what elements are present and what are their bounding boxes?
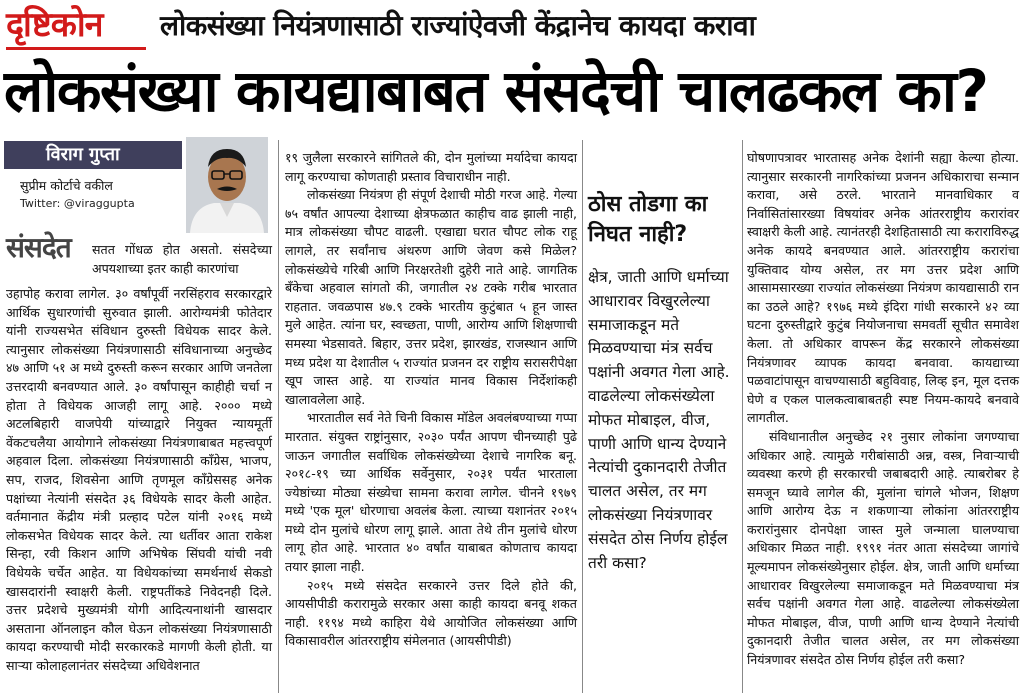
dropcap-block <box>6 231 272 285</box>
author-box <box>4 137 268 233</box>
author-twitter-handle: Twitter: @viraggupta <box>20 197 135 210</box>
pull-quote <box>588 190 738 575</box>
paragraph: संविधानातील अनुच्छेद २१ नुसार लोकांना जगण्याचा अधिकार आहे. त्यामुळे गरीबांसाठी अन्न, वस्त्र, निवाऱ्याची व्यवस्था करणे ही सरकारची जबाबदारी आहे. त्याबरोबर हे समजून घ्यावे लागेल की, मुलांना चांगले भोजन, शिक्षण आणि आरोग्य देऊ न शकणाऱ्या लोकांना आंतरराष्ट्रीय करारांनुसार दोनपेक्षा जास्त मुले जन्माला घालण्याचा अधिकार मिळत नाही. १९९१ नंतर आता संसदेच्या जागांचे मूल्यमापन लोकसंख्येनुसार होईल. क्षेत्र, जाती आणि धर्माच्या आधारावर विखुरलेल्या समाजाकडून मते मिळवण्याचा मंत्र सर्वच पक्षांनी अवगत गेला आहे. वाढलेल्या लोकसंख्येला मोफत मोबाइल, वीज, पाणी आणि धान्य देण्याने नेत्यांची दुकानदारी तेजीत चालत असेल, तर मग लोकसंख्या नियंत्रणावर संसदेत ठोस निर्णय होईल तरी कसा? <box>747 428 1019 668</box>
column-1 <box>6 231 272 675</box>
author-photo <box>186 137 268 233</box>
dropcap-word: संसदेत <box>6 231 71 264</box>
dropcap-lead-text: सतत गोंधळ होत असतो. संसदेच्या अपयशाच्या इतर काही कारणांचा <box>92 242 272 276</box>
paragraph: घोषणापत्रावर भारतासह अनेक देशांनी सह्या केल्या होत्या. त्यानुसार सरकारनी नागरिकांच्या प्रजनन अधिकाराचा सन्मान करावा, असे ठरले. भारताने मानवाधिकार व निर्वासितांसारख्या विषयांवर अनेक आंतरराष्ट्रीय करारांवर स्वाक्षरी केली आहे. त्यानंतरही देशहितासाठी त्या कराराविरुद्ध अनेक कायदे बनवण्यात आले. आंतरराष्ट्रीय करारांचा युक्तिवाद योग्य असेल, तर मग उत्तर प्रदेश आणि आसामसारख्या राज्यांत लोकसंख्या नियंत्रण कायद्यासाठी रान का उठले आहे? १९७६ मध्ये इंदिरा गांधी सरकारने ४२ व्या घटना दुरुस्तीद्वारे कुटुंब नियोजनाचा समवर्ती सूचीत समावेश केला. तो अधिकार वापरून केंद्र सरकारने लोकसंख्या नियंत्रणावर व्यापक कायदा बनवावा. कायद्याच्या पळवाटांपासून वाचण्यासाठी बहुविवाह, लिव्ह इन, मूल दत्तक घेणे व एकल पालकत्वाबाबतही स्पष्ट नियम-कायदे बनवावे लागतील. <box>747 150 1019 426</box>
pull-quote-title: ठोस तोडगा का निघत नाही? <box>588 192 708 247</box>
section-tag-label: दृष्टिकोन <box>6 5 103 45</box>
main-headline: लोकसंख्या कायद्याबाबत संसदेची चालढकल का? <box>4 57 988 125</box>
column-4 <box>747 149 1019 670</box>
paragraph: लोकसंख्या नियंत्रण ही संपूर्ण देशाची मोठी गरज आहे. गेल्या ७५ वर्षांत आपल्या देशाच्या क्षेत्रफळात काहीच वाढ झाली नाही, मात्र लोकसंख्या चौपट वाढली. एखाद्या घरात चौपट लोक राहू लागले, तर सर्वांनाच अंथरुण आणि जेवण कसे मिळेल? लोकसंख्येचे गरिबी आणि निरक्षरतेशी दुहेरी नाते आहे. जागतिक बँकेचा अहवाल सांगतो की, जगातील २४ टक्के गरीब भारतात राहतात. जवळपास ४७.९ टक्के भारतीय कुटुंबात ५ हून जास्त मुले आहेत. त्यांना घर, स्वच्छता, पाणी, आरोग्य आणि शिक्षणाची समस्या भेडसावते. बिहार, उत्तर प्रदेश, झारखंड, राजस्थान आणि मध्य प्रदेश या देशातील ५ राज्यांत प्रजनन दर राष्ट्रीय सरासरीपेक्षा खूप जास्त आहे. या राज्यांत मानव विकास निर्देशांकही खालावलेला आहे. <box>285 187 577 407</box>
section-tag-underline <box>6 47 146 50</box>
column-2 <box>285 149 577 651</box>
paragraph: २०१५ मध्ये संसदेत सरकारने उत्तर दिले होते की, आयसीपीडी करारामुळे सरकार असा काही कायदा बनवू शकत नाही. ११९४ मध्ये काहिरा येथे आयोजित लोकसंख्या आणि विकासावरील आंतरराष्ट्रीय संमेलनात (आयसीपीडी) <box>285 577 577 649</box>
paragraph: उहापोह करावा लागेल. ३० वर्षांपूर्वी नरसिंहराव सरकारद्वारे आर्थिक सुधारणांची सुरुवात झाली. आरोग्यमंत्री फोतेदार यांनी राज्यसभेत संविधान दुरुस्ती विधेयक सादर केले. त्यानुसार लोकसंख्या नियंत्रणासाठी संविधानाच्या अनुच्छेद ४७ आणि ५१ अ मध्ये दुरुस्ती करून सरकार आणि जनतेला उत्तरदायी बनवण्यात आले. ३० वर्षांपासून काहीही चर्चा न होता ते विधेयक आजही लागू आहे. २००० मध्ये अटलबिहारी वाजपेयी यांच्याद्वारे नियुक्त न्यायमूर्ती वेंकटचलैया आयोगाने लोकसंख्या नियंत्रणाबाबत महत्त्वपूर्ण अहवाल दिला. लोकसंख्या नियंत्रणासाठी काँग्रेस, भाजप, सप, राजद, शिवसेना आणि तृणमूल काँग्रेससह अनेक पक्षांच्या नेत्यांनी संसदेत ३६ विधेयके सादर केली आहेत. वर्तमानात केंद्रीय मंत्री प्रल्हाद पटेल यांनी २०१६ मध्ये लोकसभेत विधेयक सादर केले. त्या धर्तीवर आता राकेश सिन्हा, रवी किशन आणि अभिषेक सिंघवी यांची नवी विधेयके चर्चेत आहेत. या विधेयकांच्या समर्थनार्थ सेकडो खासदारांनी स्वाक्षरी केली. राष्ट्रपतींकडे निवेदनही दिले. उत्तर प्रदेशचे मुख्यमंत्री योगी आदित्यनाथांनी खासदार असताना ऑनलाइन कौल घेऊन लोकसंख्या नियंत्रणासाठी कायदा करण्याची मोदी सरकारकडे मागणी केली होती. या साऱ्या कोलाहलानंतर संसदेच्या अधिवेशनात <box>6 286 272 673</box>
column-divider <box>742 140 743 693</box>
column-divider <box>278 140 279 693</box>
column-divider <box>582 140 583 693</box>
article-header <box>0 0 1024 52</box>
author-portrait-icon <box>186 137 268 233</box>
pull-quote-body: क्षेत्र, जाती आणि धर्माच्या आधारावर विखुरलेल्या समाजाकडून मते मिळवण्याचा मंत्र सर्वच पक्षांनी अवगत गेला आहे. वाढलेल्या लोकसंख्येला मोफत मोबाइल, वीज, पाणी आणि धान्य देण्याने नेत्यांची दुकानदारी तेजीत चालत असेल, तर मग लोकसंख्या नियंत्रणावर संसदेत ठोस निर्णय होईल तरी कसा? <box>588 268 730 572</box>
paragraph: १९ जुलैला सरकारने सांगितले की, दोन मुलांच्या मर्यादेचा कायदा लागू करण्याचा कोणताही प्रस्ताव विचाराधीन नाही. <box>285 150 577 184</box>
author-title: सुप्रीम कोर्टाचे वकील <box>20 178 113 193</box>
kicker-headline: लोकसंख्या नियंत्रणासाठी राज्यांऐवजी केंद्रानेच कायदा करावा <box>160 9 756 42</box>
section-tag <box>6 3 103 47</box>
paragraph: भारतातील सर्व नेते चिनी विकास मॉडेल अवलंबण्याच्या गप्पा मारतात. संयुक्त राष्ट्रांनुसार, २०३० पर्यंत आपण चीनच्याही पुढे जाऊन जगातील सर्वाधिक लोकसंख्येच्या देशाचे नागरिक बनू. २०१८-१९ च्या आर्थिक सर्वेनुसार, २०३१ पर्यंत भारताला ज्येष्ठांच्या मोठ्या संख्येचा सामना करावा लागेल. चीनने १९७९ मध्ये 'एक मूल' धोरणाचा अवलंब केला. त्याच्या यशानंतर २०१५ मध्ये दोन मुलांचे धोरण लागू झाले. आता तेथे तीन मुलांचे धोरण लागू होत आहे. भारतात ४० वर्षांत याबाबत कोणताच कायदा तयार झाला नाही. <box>285 410 577 575</box>
author-name: विराग गुप्ता <box>4 141 182 169</box>
